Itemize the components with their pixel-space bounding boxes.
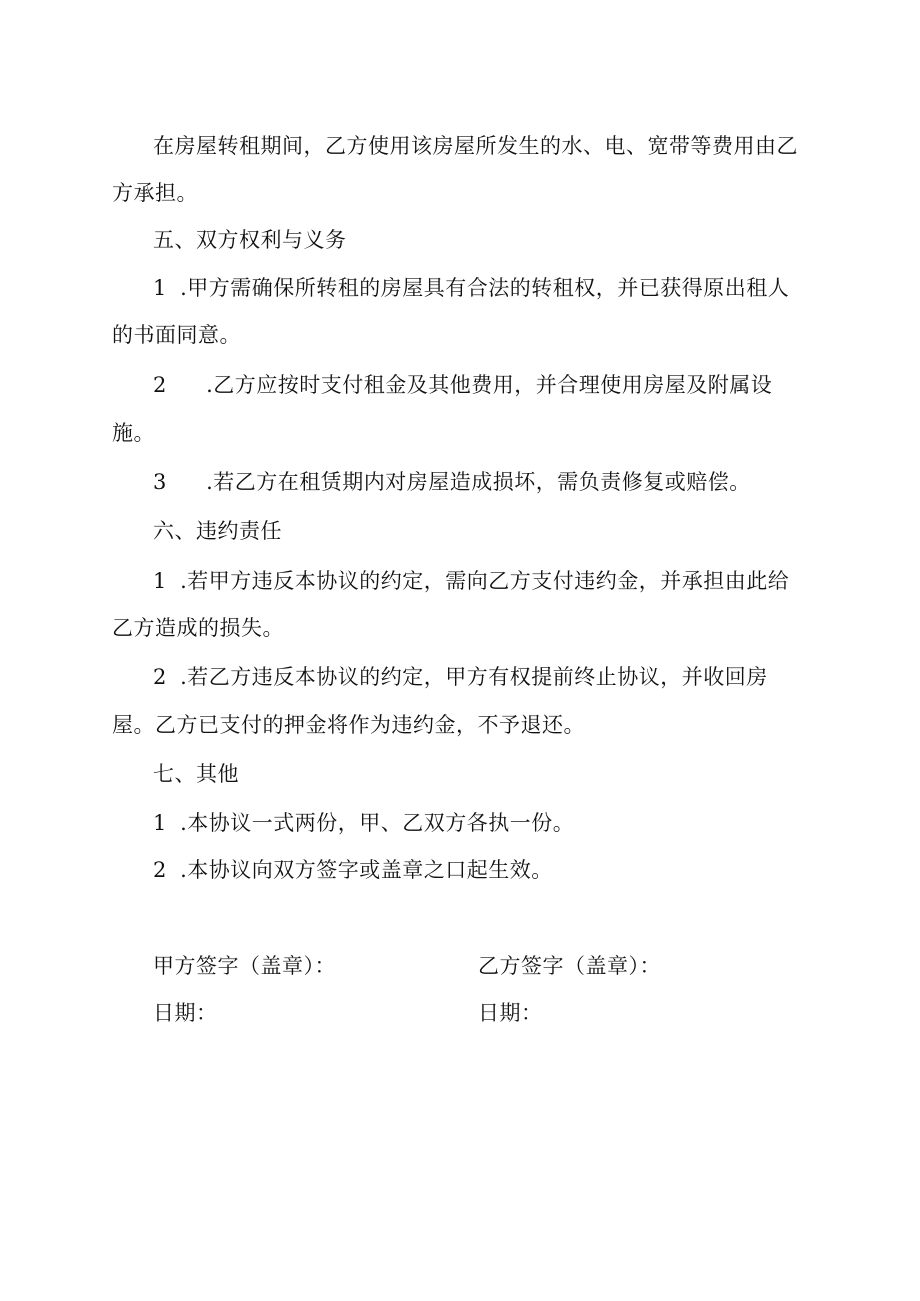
party-a-date-label: 日期： xyxy=(153,1001,218,1025)
item-number: 2 xyxy=(153,373,167,397)
section-7-heading: 七、其他 xyxy=(153,762,239,786)
item-number: 2 xyxy=(153,858,167,882)
section-5-item-2 xyxy=(153,370,772,400)
item-text: .本协议一式两份，甲、乙双方各执一份。 xyxy=(180,811,575,835)
section-6-item-1-continued: 乙方造成的损失。 xyxy=(112,616,284,640)
item-text: .本协议向双方签字或盖章之口起生效。 xyxy=(180,858,553,882)
section-6-item-1 xyxy=(153,566,789,596)
section-5-item-2-continued: 施。 xyxy=(112,421,155,445)
section-7-item-1 xyxy=(153,808,574,838)
item-text: .乙方应按时支付租金及其他费用，并合理使用房屋及附属设 xyxy=(206,373,773,397)
item-text: .甲方需确保所转租的房屋具有合法的转租权，并已获得原出租人 xyxy=(180,276,790,300)
section-5-item-1 xyxy=(153,273,789,303)
item-text: .若乙方违反本协议的约定，甲方有权提前终止协议，并收回房 xyxy=(180,665,768,689)
item-number: 1 xyxy=(153,569,167,593)
item-number: 2 xyxy=(153,665,167,689)
item-number: 3 xyxy=(153,470,167,494)
section-5-heading: 五、双方权利与义务 xyxy=(153,228,347,252)
item-text: .若甲方违反本协议的约定，需向乙方支付违约金，并承担由此给 xyxy=(180,569,790,593)
item-text: .若乙方在租赁期内对房屋造成损坏，需负责修复或赔偿。 xyxy=(206,470,751,494)
section-6-item-2-continued: 屋。乙方已支付的押金将作为违约金，不予退还。 xyxy=(112,713,585,737)
section-5-item-1-continued: 的书面同意。 xyxy=(112,323,241,347)
utilities-paragraph-line-2: 方承担。 xyxy=(112,181,198,205)
section-6-item-2 xyxy=(153,662,768,692)
section-5-item-3 xyxy=(153,467,751,497)
utilities-paragraph-line-1: 在房屋转租期间，乙方使用该房屋所发生的水、电、宽带等费用由乙 xyxy=(153,134,798,158)
item-number: 1 xyxy=(153,276,167,300)
party-b-signature-label: 乙方签字（盖章）： xyxy=(478,954,661,978)
party-a-signature-label: 甲方签字（盖章）： xyxy=(153,954,336,978)
section-7-item-2 xyxy=(153,855,553,885)
section-6-heading: 六、违约责任 xyxy=(153,519,282,543)
party-b-date-label: 日期： xyxy=(478,1001,543,1025)
item-number: 1 xyxy=(153,811,167,835)
